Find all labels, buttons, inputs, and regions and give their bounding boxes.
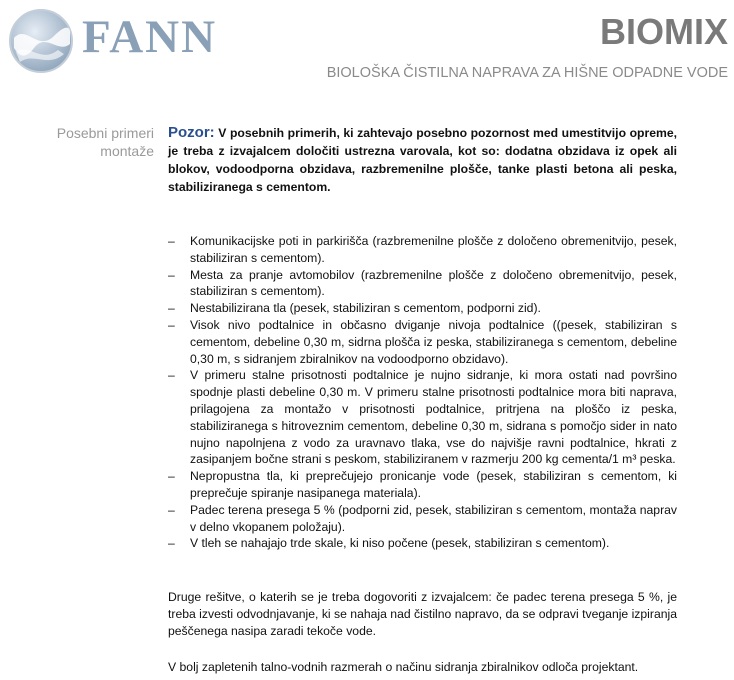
list-item-text: Mesta za pranje avtomobilov (razbremenilne plošče z določeno obremenitvijo, pesek, stabiliziran s cementom).	[190, 267, 677, 299]
list-item	[168, 267, 677, 301]
bullet-dash: –	[168, 317, 175, 332]
list-item-text: V tleh se nahajajo trde skale, ki niso počene (pesek, stabiliziran s cementom).	[190, 536, 610, 551]
bullet-dash: –	[168, 469, 175, 484]
list-item-text: Komunikacijske poti in parkirišča (razbremenilne plošče z določeno obremenitvijo, pesek, stabiliziran s cementom).	[190, 234, 677, 265]
list-item	[168, 502, 677, 536]
section-label: Posebni primeri montaže	[56, 125, 154, 159]
installation-cases-list	[168, 233, 677, 552]
warning-paragraph	[168, 124, 677, 196]
bullet-dash: –	[168, 368, 175, 383]
product-title: BIOMIX	[599, 11, 728, 52]
bullet-dash: –	[168, 267, 175, 282]
list-item-text: V primeru stalne prisotnosti podtalnice je nujno sidranje, ki mora ostati nad površino spodnje plasti debeline 0,30 m. V primeru stalne prisotnosti podtalnice mora biti naprava, prilagojena za montažo v prisotnosti podtalnice, pritrjena na ploščo iz peska, stabiliziranega s hitroveznim cementom, debeline 0,30 m, sidrana s pomočjo sider in nato nujno napolnjena z vodo za uravnavo tlaka, vse do najvišje ravni podtalnice, hkrati z zasipanjem bočne strani s peskom, stabiliziranem v razmerju 200 kg cementa/1 m³ peska.	[190, 368, 677, 467]
list-item	[168, 367, 677, 468]
list-item	[168, 233, 677, 267]
list-item	[168, 468, 677, 502]
list-item-text: Nestabilizirana tla (pesek, stabiliziran s cementom, podporni zid).	[190, 301, 541, 316]
designer-note-paragraph: V bolj zapletenih talno-vodnih razmerah o načinu sidranja zbiralnikov odloča projektant.	[168, 660, 639, 674]
bullet-dash: –	[168, 234, 175, 248]
warning-keyword: Pozor:	[168, 124, 215, 141]
product-subtitle: BIOLOŠKA ČISTILNA NAPRAVA ZA HIŠNE ODPADNE VODE	[326, 65, 728, 81]
list-item-text: Visok nivo podtalnice in občasno dviganje nivoja podtalnice ((pesek, stabiliziran s cementom, debeline 0,30 m, sidrna plošča iz peska, stabiliziranega s cementom, debeline 0,30 m, s sidranjem zbiralnikov na vodoodporno obzidavo).	[190, 317, 677, 366]
list-item-text: Padec terena presega 5 % (podporni zid, pesek, stabiliziran s cementom, montaža naprav v delno vkopanem položaju).	[190, 502, 677, 534]
list-item	[168, 317, 677, 367]
brand-name: FANN	[82, 11, 218, 63]
bullet-dash: –	[168, 536, 175, 551]
bullet-dash: –	[168, 502, 175, 517]
warning-text: V posebnih primerih, ki zahtevajo posebno pozornost med umestitvijo opreme, je treba z izvajalcem določiti ustrezna varovala, kot so: dodatna obzidava iz opek ali blokov, vodoodporna obzidava, razbremenilne plošče, tanke plasti betona ali peska, stabiliziranega s cementom.	[168, 126, 677, 194]
wave-circle-logo	[8, 8, 74, 74]
list-item-text: Nepropustna tla, ki preprečujejo pronicanje vode (pesek, stabiliziran s cementom, ki preprečuje spiranje nasipanega materiala).	[190, 469, 677, 500]
other-solutions-paragraph: Druge rešitve, o katerih se je treba dogovoriti z izvajalcem: če padec terena presega 5 %, je treba izvesti odvodnjavanje, ki se nahaja nad čistilno napravo, da se odpravi tveganje izpiranja peščenega nasipa zaradi tekoče vode.	[168, 590, 677, 638]
list-item	[168, 535, 677, 552]
bullet-dash: –	[168, 301, 175, 316]
list-item	[168, 300, 677, 317]
